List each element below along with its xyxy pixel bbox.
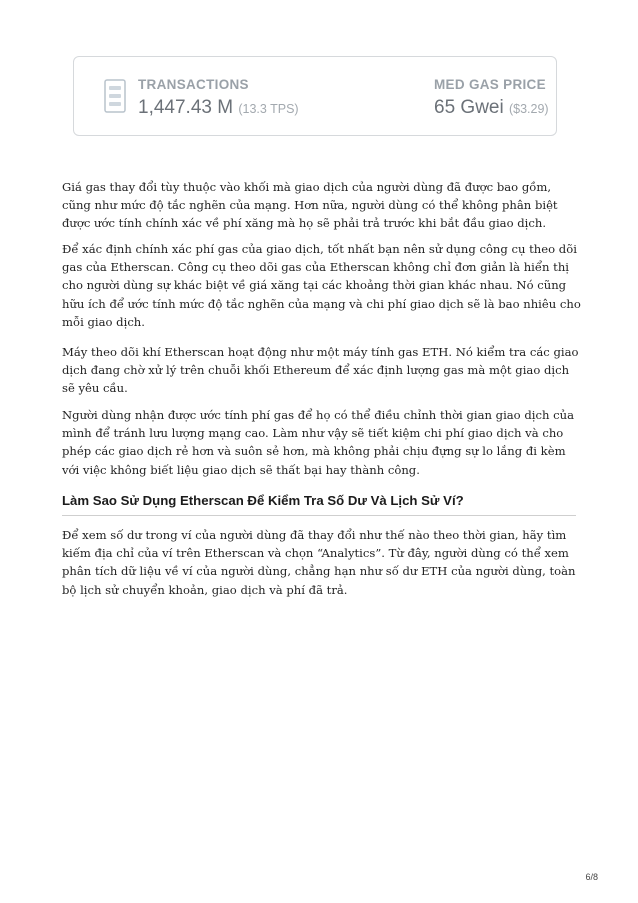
transactions-value [138,97,299,119]
etherscan-stats-card [73,56,557,136]
paragraph: Giá gas thay đổi tùy thuộc vào khối mà giao dịch của người dùng đã được bao gồm, cũng như mức độ tắc nghẽn của mạng. Hơn nữa, người dùng có thể không phân biệt được ước tính chính xác về phí xăng mà họ sẽ phải trả trước khi bắt đầu giao dịch. [62,180,558,231]
section-heading: Làm Sao Sử Dụng Etherscan Để Kiểm Tra Số Dư Và Lịch Sử Ví? [62,492,576,516]
gas-price-value [434,97,549,119]
paragraph: Để xác định chính xác phí gas của giao dịch, tốt nhất bạn nên sử dụng công cụ theo dõi gas của Etherscan. Công cụ theo dõi gas của Etherscan không chỉ đơn giản là hiển thị cho người dùng sự khác biệt về giá xăng tại các khoảng thời gian khác nhau. Nó cũng hữu ích để ước tính mức độ tắc nghẽn của mạng và chi phí giao dịch sẽ là bao nhiêu cho mỗi giao dịch. [62,242,581,329]
paragraph: Để xem số dư trong ví của người dùng đã thay đổi như thế nào theo thời gian, hãy tìm kiếm địa chỉ của ví trên Etherscan và chọn “Analytics”. Từ đây, người dùng có thể xem phân tích dữ liệu về ví của người dùng, chẳng hạn như số dư ETH của người dùng, toàn bộ lịch sử chuyển khoản, giao dịch và phí đã trả. [62,528,576,597]
paragraph: Người dùng nhận được ước tính phí gas để họ có thể điều chỉnh thời gian giao dịch của mình để tránh lưu lượng mạng cao. Làm như vậy sẽ tiết kiệm chi phí giao dịch và cho phép các giao dịch rẻ hơn và suôn sẻ hơn, mà không phải chịu đựng sự lo lắng đi kèm với việc không biết liệu giao dịch sẽ thất bại hay thành công. [62,408,574,477]
paragraph: Máy theo dõi khí Etherscan hoạt động như một máy tính gas ETH. Nó kiểm tra các giao dịch đang chờ xử lý trên chuỗi khối Ethereum để xác định lượng gas mà một giao dịch sẽ yêu cầu. [62,345,579,396]
page-number: 6/8 [585,872,598,882]
gas-price-label: MED GAS PRICE [434,77,546,92]
transactions-tps: (13.3 TPS) [238,102,299,116]
transactions-count: 1,447.43 M [138,97,234,118]
gas-price-usd: ($3.29) [508,102,549,116]
gas-price-gwei: 65 Gwei [434,97,504,118]
server-stack-icon [104,79,126,113]
transactions-label: TRANSACTIONS [138,77,249,92]
